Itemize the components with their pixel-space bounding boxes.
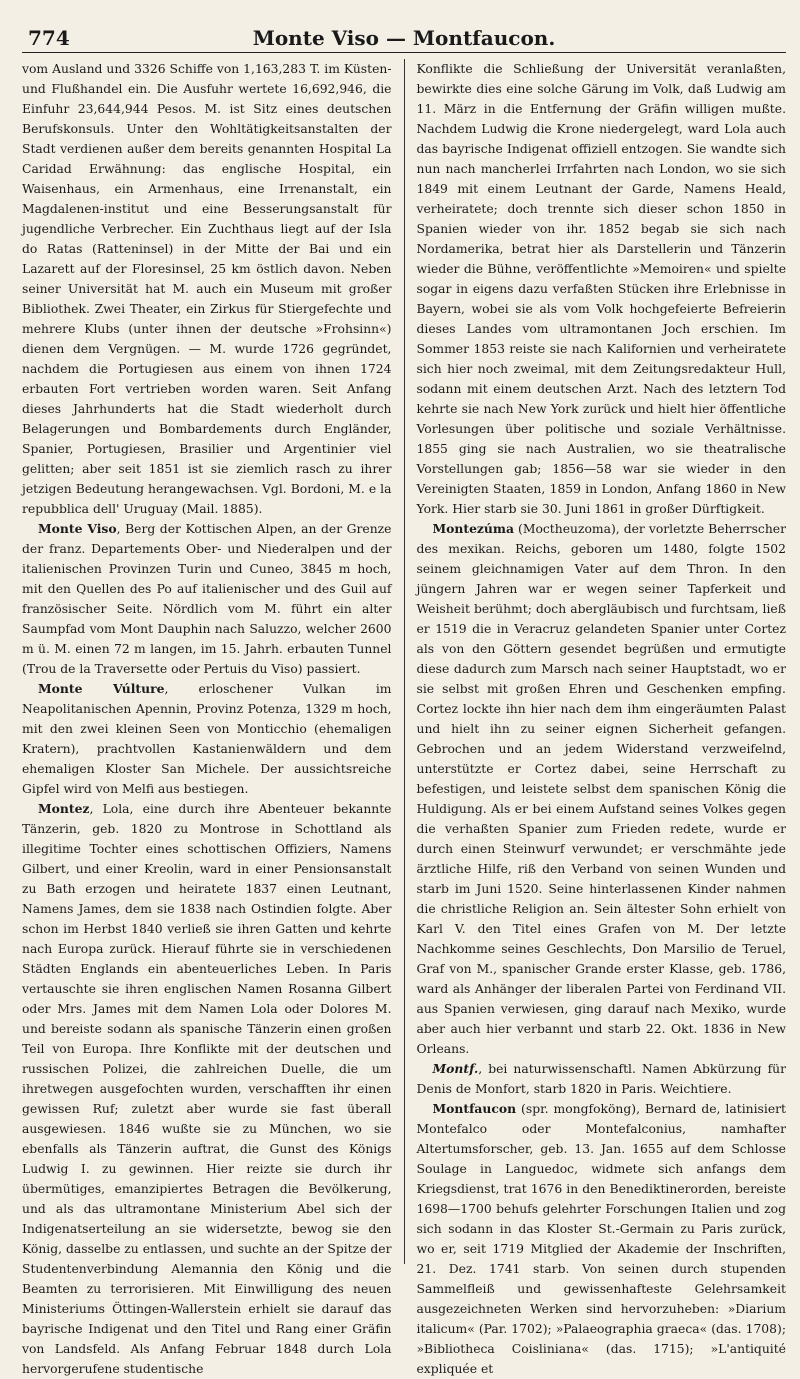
left-column xyxy=(22,59,392,1376)
running-title: Monte Viso — Montfaucon. xyxy=(252,26,556,50)
entry-montez xyxy=(22,799,392,1379)
entry-headword: Monte Vúlture xyxy=(38,681,165,696)
entry-body: , bei naturwissenschaftl. Namen Abkürzung für Denis de Monfort, starb 1820 in Paris. Weichtiere. xyxy=(416,1062,786,1096)
entry-monte-vulture xyxy=(22,679,392,799)
column-divider xyxy=(404,59,405,1264)
entry-headword: Monte Viso xyxy=(38,521,117,536)
entry-montezuma xyxy=(417,519,787,1059)
text-columns xyxy=(22,59,786,1376)
entry-body: (spr. mongfoköng), Bernard de, latinisiert Montefalco oder Montefalconius, namhafter Altertumsforscher, geb. 13. Jan. 1655 auf dem Schlosse Soulage in Languedoc, widmete sich anfangs dem Kriegsdienst, trat 1676 in den Benediktinerorden, bereiste 1698—1700 behufs gelehrter Forschungen Italien und zog sich sodann in das Kloster St.-Germain zu Paris zurück, wo er, seit 1719 Mitglied der Akademie der Inschriften, 21. Dez. 1741 starb. Von seinen durch stupenden Sammelfleiß und gewissenhafteste Gelehrsamkeit ausgezeichneten Werken sind hervorzuheben: »Diarium italicum« (Par. 1702); »Palaeographia graeca« (das. 1708); »Bibliotheca Coisliniana« (das. 1715); »L'antiquité expliquée et xyxy=(416,1102,786,1376)
entry-monte-viso xyxy=(22,519,392,679)
page-number: 774 xyxy=(28,26,70,50)
page-header xyxy=(22,24,786,53)
entry-headword: Montezúma xyxy=(432,521,514,536)
continued-entry-text: Konflikte die Schließung der Universität veranlaßten, bewirkte dies eine solche Gärung im Volk, daß Ludwig am 11. März in die Entfernung der Gräfin willigen mußte. Nachdem Ludwig die Krone niedergelegt, ward Lola auch das bayrische Indigenat offiziell entzogen. Sie wandte sich nun nach mancherlei Irrfahrten nach London, wo sie sich 1849 mit einem Leutnant der Garde, Namens Heald, verheiratete; doch trennte sich dieser schon 1850 in Spanien wieder von ihr. 1852 begab sie sich nach Nordamerika, betrat hier als Darstellerin und Tänzerin wieder die Bühne, veröffentlichte »Memoiren« und spielte sogar in eigens dazu verfaßten Stücken ihre Erlebnisse in Bayern, wobei sie als vom Volk hochgefeierte Befreierin dieses Landes vom ultramontanen Joch erschien. Im Sommer 1853 reiste sie nach Kalifornien und verheiratete sich hier noch zweimal, mit dem Zeitungsredakteur Hull, sodann mit einem deutschen Arzt. Nach des letztern Tod kehrte sie nach New York zurück und hielt hier öffentliche Vorlesungen über politische und soziale Verhältnisse. 1855 ging sie nach Australien, wo sie theatralische Vorstellungen gab; 1856—58 war sie wieder in den Vereinigten Staaten, 1859 in London, Anfang 1860 in New York. Hier starb sie 30. Juni 1861 in großer Dürftigkeit. xyxy=(416,62,786,516)
entry-body: , erloschener Vulkan im Neapolitanischen Apennin, Provinz Potenza, 1329 m hoch, mit den zwei kleinen Seen von Monticchio (ehemaligen Kratern), prachtvollen Kastanienwäldern und dem ehemaligen Kloster San Michele. Der aussichtsreiche Gipfel wird von Melfi aus bestiegen. xyxy=(22,682,392,796)
entry-headword: Montf. xyxy=(432,1061,479,1076)
entry-montfaucon xyxy=(417,1099,787,1379)
entry-body: , Lola, eine durch ihre Abenteuer bekannte Tänzerin, geb. 1820 zu Montrose in Schottland als illegitime Tochter eines schottischen Offiziers, Namens Gilbert, und einer Kreolin, ward in einer Pensionsanstalt zu Bath erzogen und heiratete 1837 einen Leutnant, Namens James, dem sie 1838 nach Ostindien folgte. Aber schon im Herbst 1840 verließ sie ihren Gatten und kehrte nach Europa zurück. Hierauf führte sie in verschiedenen Städten Englands ein abenteuerliches Leben. In Paris vertauschte sie ihren englischen Namen Rosanna Gilbert oder Mrs. James mit dem Namen Lola oder Dolores M. und bereiste sodann als spanische Tänzerin einen großen Teil von Europa. Ihre Konflikte mit der deutschen und russischen Polizei, die zahlreichen Duelle, die um ihretwegen ausgefochten wurden, verschafften ihr einen gewissen Ruf; zuletzt aber wurde sie fast überall ausgewiesen. 1846 wußte sie zu München, wo sie ebenfalls als Tänzerin auftrat, die Gunst des Königs Ludwig I. zu gewinnen. Hier reizte sie durch ihr übermütiges, emanzipiertes Betragen die Bevölkerung, und als das ultramontane Ministerium Abel sich der Indigenatserteilung an sie widersetzte, bewog sie den König, dasselbe zu entlassen, und suchte an der Spitze der Studentenverbindung Alemannia den König und die Beamten zu terrorisieren. Mit Einwilligung des neuen Ministeriums Öttingen-Wallerstein erhielt sie darauf das bayrische Indigenat und den Titel und Rang einer Gräfin von Landsfeld. Als Anfang Februar 1848 durch Lola hervorgerufene studentische xyxy=(22,802,392,1376)
right-column xyxy=(416,59,787,1376)
entry-headword: Montez xyxy=(38,801,90,816)
continued-entry-text: vom Ausland und 3326 Schiffe von 1,163,283 T. im Küsten- und Flußhandel ein. Die Ausfuhr wertete 16,692,946, die Einfuhr 23,644,944 Pesos. M. ist Sitz eines deutschen Berufskonsuls. Unter den Wohltätigkeitsanstalten der Stadt verdienen außer dem bereits genannten Hospital La Caridad Erwähnung: das englische Hospital, ein Waisenhaus, ein Armenhaus, eine Irrenanstalt, ein Magdalenen-institut und eine Besserungsanstalt für jugendliche Verbrecher. Ein Zuchthaus liegt auf der Isla do Ratas (Ratteninsel) in der Mitte der Bai und ein Lazarett auf der Floresinsel, 25 km östlich davon. Neben seiner Universität hat M. auch ein Museum mit großer Bibliothek. Zwei Theater, ein Zirkus für Stiergefechte und mehrere Klubs (unter ihnen der deutsche »Frohsinn«) dienen dem Vergnügen. — M. wurde 1726 gegründet, nachdem die Portugiesen aus einem von ihnen 1724 erbauten Fort vertrieben worden waren. Seit Anfang dieses Jahrhunderts hat die Stadt wiederholt durch Belagerungen und Bombardements durch Engländer, Spanier, Portugiesen, Brasilier und Argentinier viel gelitten; aber seit 1851 ist sie ziemlich rasch zu ihrer jetzigen Bedeutung herangewachsen. Vgl. Bordoni, M. e la repubblica dell' Uruguay (Mail. 1885). xyxy=(22,62,392,516)
entry-headword: Montfaucon xyxy=(432,1101,517,1116)
entry-body: , Berg der Kottischen Alpen, an der Grenze der franz. Departements Ober- und Niederalpen und der italienischen Provinzen Turin und Cuneo, 3845 m hoch, mit den Quellen des Po auf italienischer und des Guil auf französischer Seite. Nördlich vom M. führt ein alter Saumpfad vom Mont Dauphin nach Saluzzo, welcher 2600 m ü. M. einen 72 m langen, im 15. Jahrh. erbauten Tunnel (Trou de la Traversette oder Pertuis du Viso) passiert. xyxy=(22,522,392,676)
entry-body: (Moctheuzoma), der vorletzte Beherrscher des mexikan. Reichs, geboren um 1480, folgte 1502 seinem gleichnamigen Vater auf dem Thron. In den jüngern Jahren war er wegen seiner Tapferkeit und Weisheit berühmt; doch abergläubisch und furchtsam, ließ er 1519 die in Veracruz gelandeten Spanier unter Cortez als von den Göttern gesendet begrüßen und ermutigte diese dadurch zum Marsch nach seiner Hauptstadt, wo er sie selbst mit großen Ehren und Geschenken empfing. Cortez lockte ihn hier nach dem ihm eingeräumten Palast und hielt ihn zu seiner eignen Sicherheit gefangen. Gebrochen und an jedem Widerstand verzweifelnd, unterstützte er Cortez dabei, seine Herrschaft zu befestigen, und leistete selbst dem spanischen König die Huldigung. Als er bei einem Aufstand seines Volkes gegen die verhaßten Spanier zum Frieden redete, wurde er durch einen Steinwurf verwundet; er verschmähte jede ärztliche Hilfe, riß den Verband von seinen Wunden und starb im Juni 1520. Seine hinterlassenen Kinder nahmen die christliche Religion an. Sein ältester Sohn erhielt von Karl V. den Titel eines Grafen von M. Der letzte Nachkomme seines Geschlechts, Don Marsilio de Teruel, Graf von M., spanischer Grande erster Klasse, geb. 1786, ward als Anhänger der liberalen Partei von Ferdinand VII. aus Spanien verwiesen, ging darauf nach Mexiko, wurde aber auch hier verbannt und starb 22. Okt. 1836 in New Orleans. xyxy=(416,522,786,1056)
entry-montf xyxy=(417,1059,787,1099)
